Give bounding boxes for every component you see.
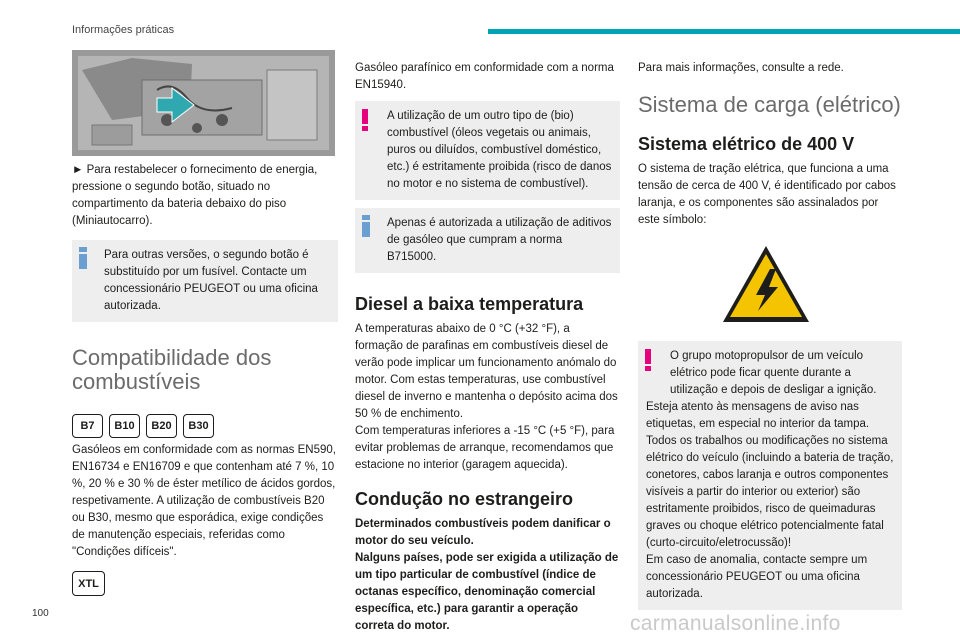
header-accent-bar bbox=[488, 29, 960, 34]
restore-power-step: ► Para restabelecer o fornecimento de energia, pressione o segundo botão, situado no compartimento da bateria debaixo do piso (Miniautocarro). bbox=[72, 164, 318, 227]
watermark: carmanualsonline.info bbox=[630, 612, 841, 635]
heading-driving-abroad: Condução no estrangeiro bbox=[355, 489, 574, 509]
heading-400v-system: Sistema elétrico de 400 V bbox=[638, 134, 855, 154]
section-heading-charging-system: Sistema de carga (elétrico) bbox=[638, 92, 901, 117]
heading-cold-diesel: Diesel a baixa temperatura bbox=[355, 294, 584, 314]
info-note-additives: Apenas é autorizada a utilização de aditivos de gasóleo que cumpram a norma B715000. bbox=[355, 208, 620, 273]
info-icon bbox=[362, 215, 370, 237]
warning-note-electric: O grupo motopropulsor de um veículo elétrico pode ficar quente durante a utilização e depois de desligar a ignição. Esteja atento às mensagens de aviso nas etiquetas, em especial no interior da tampa. Todos os trabalhos ou modificações no sistema elétrico do veículo (incluindo a bateria de tração, conetores, cabos laranja e outros componentes visíveis a partir do interior ou exterior) são estritamente proibidos, risco de queimaduras graves ou choque elétrico potencialmente fatal (curto-circuito/eletrocussão)! Em caso de anomalia, contacte sempre um concessionário PEUGEOT ou uma oficina autorizada. bbox=[638, 341, 902, 610]
page-number: 100 bbox=[32, 608, 49, 619]
info-icon bbox=[79, 247, 87, 269]
biodiesel-badges bbox=[72, 414, 338, 438]
warning-note-biofuel: A utilização de um outro tipo de (bio) combustível (óleos vegetais ou animais, puros ou diluídos, combustível doméstico, etc.) é estritamente proibida (risco de danos no motor e no sistema de combustível). bbox=[355, 101, 620, 200]
warning-icon bbox=[645, 349, 651, 371]
cold-diesel-text-1: A temperaturas abaixo de 0 °C (+32 °F), a formação de parafinas em combustíveis diesel de verão pode implicar um funcionamento anómalo do motor. Com estas temperaturas, use combustível diesel de inverno e mantenha o depósito acima dos 50 % de enchimento. bbox=[355, 323, 618, 420]
info-note-fuse: Para outras versões, o segundo botão é substituído por um fusível. Contacte um concessionário PEUGEOT ou uma oficina autorizada. bbox=[72, 240, 338, 322]
abroad-text-2: Nalguns países, pode ser exigida a utilização de um tipo particular de combustível (índice de octanas específico, denominação comercial específica, etc.) para garantir a operação correta do motor. bbox=[355, 552, 619, 632]
cold-diesel-text-2: Com temperaturas inferiores a -15 °C (+5 °F), para evitar problemas de arranque, recomendamos que estacione no interior (garagem aquecida). bbox=[355, 425, 615, 471]
abroad-text-1: Determinados combustíveis podem danificar o motor do seu veículo. bbox=[355, 518, 611, 547]
high-voltage-warning-icon bbox=[720, 243, 812, 325]
warning-icon bbox=[362, 109, 368, 131]
running-header: Informações práticas bbox=[72, 24, 175, 36]
fuel-standards-text: Gasóleos em conformidade com as normas EN590, EN16734 e EN16709 e que contenham até 7 %, 10 %, 20 % e 30 % de éster metílico de ácidos gordos, respetivamente. A utilização de combustíveis B20 ou B30, mesmo que esporádica, exige condições de manutenção especiais, referidas como "Condições difíceis". bbox=[72, 444, 336, 558]
paraffinic-diesel-text: Gasóleo parafínico em conformidade com a norma EN15940. bbox=[355, 62, 614, 91]
badge-b7: B7 bbox=[72, 414, 103, 438]
section-heading-fuel-compatibility: Compatibilidade dos combustíveis bbox=[72, 345, 272, 394]
badge-xtl: XTL bbox=[72, 571, 105, 596]
more-info-text: Para mais informações, consulte a rede. bbox=[638, 62, 844, 74]
badge-b10: B10 bbox=[109, 414, 140, 438]
badge-b20: B20 bbox=[146, 414, 177, 438]
400v-system-text: O sistema de tração elétrica, que funciona a uma tensão de cerca de 400 V, é identificado por cabos laranja, e os componentes são assinalados por este símbolo: bbox=[638, 163, 896, 226]
battery-compartment-photo bbox=[72, 50, 335, 156]
badge-b30: B30 bbox=[183, 414, 214, 438]
